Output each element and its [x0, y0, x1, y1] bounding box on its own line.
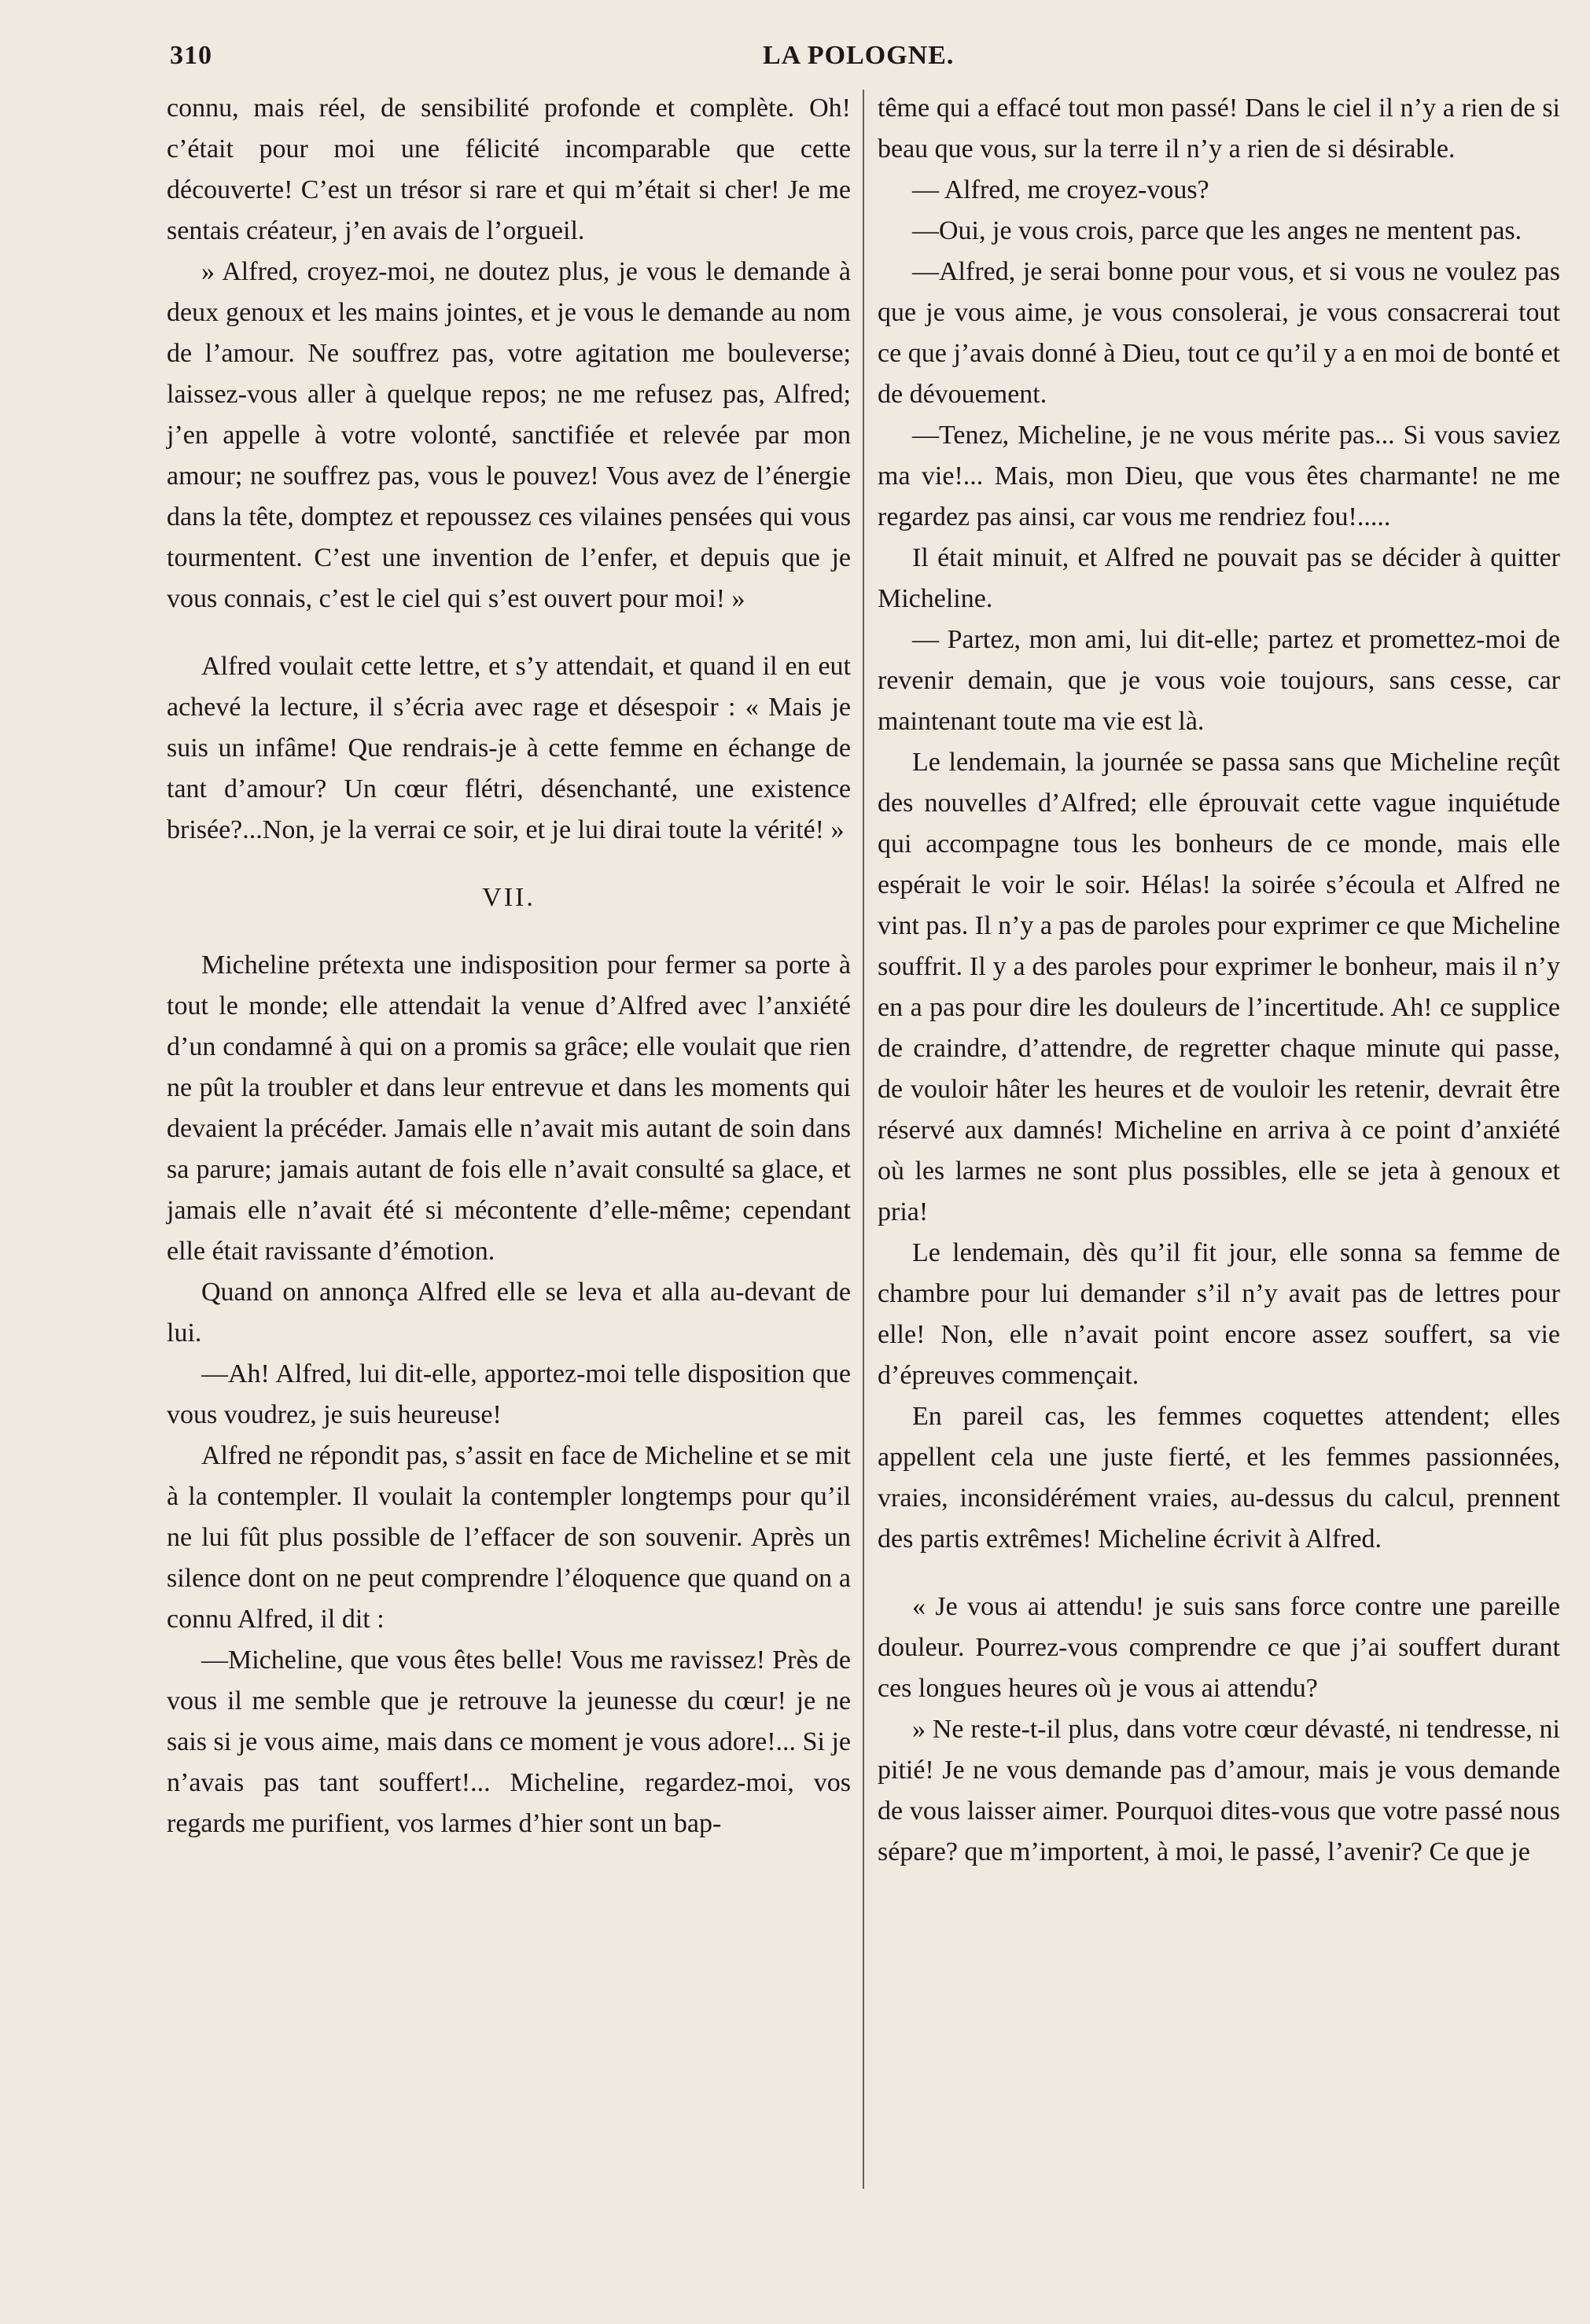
paragraph: » Ne reste-t-il plus, dans votre cœur dévasté, ni tendresse, ni pitié! Je ne vous demande pas d’amour, mais je vous demande de vous laisser aimer. Pourquoi dites-vous que votre passé nous sépare? que m’importent, à moi, le passé, l’avenir? Ce que je	[878, 1715, 1560, 1866]
paragraph: « Je vous ai attendu! je suis sans force contre une pareille douleur. Pourrez-vous comprendre ce que j’ai souffert durant ces longues heures où je vous ai attendu?	[878, 1592, 1560, 1703]
paragraph: —Micheline, que vous êtes belle! Vous me ravissez! Près de vous il me semble que je retrouve la jeunesse du cœur! je ne sais si je vous aime, mais dans ce moment je vous adore!... Si je n’avais pas tant souffert!... Micheline, regardez-moi, vos regards me purifient, vos larmes d’hier sont un bap-	[167, 1646, 851, 1838]
paragraph: — Partez, mon ami, lui dit-elle; partez et promettez-moi de revenir demain, que je vous voie toujours, sans cesse, car maintenant toute ma vie est là.	[878, 625, 1560, 736]
page-number: 310	[170, 41, 212, 70]
paragraph: Alfred voulait cette lettre, et s’y attendait, et quand il en eut achevé la lecture, il s’écria avec rage et désespoir : « Mais je suis un infâme! Que rendrais-je à cette femme en échange de tant d’amour? Un cœur flétri, désenchanté, une existence brisée?...Non, je la verrai ce soir, et je lui dirai toute la vérité! »	[167, 652, 851, 844]
paragraph: —Tenez, Micheline, je ne vous mérite pas... Si vous saviez ma vie!... Mais, mon Dieu, que vous êtes charmante! ne me regardez pas ainsi, car vous me rendriez fou!.....	[878, 421, 1560, 531]
paragraph: —Alfred, je serai bonne pour vous, et si vous ne voulez pas que je vous aime, je vous consolerai, je vous consacrerai tout ce que j’avais donné à Dieu, tout ce qu’il y a en moi de bonté et de dévouement.	[878, 257, 1560, 409]
paragraph: Micheline prétexta une indisposition pour fermer sa porte à tout le monde; elle attendait la venue d’Alfred avec l’anxiété d’un condamné à qui on a promis sa grâce; elle voulait que rien ne pût la troubler et dans leur entrevue et dans les moments qui devaient la précéder. Jamais elle n’avait mis autant de soin dans sa parure; jamais autant de fois elle n’avait consulté sa glace, et jamais elle n’avait été si mécontente d’elle-même; cependant elle était ravissante d’émotion.	[167, 951, 851, 1266]
running-title: LA POLOGNE.	[763, 41, 955, 70]
paragraph: connu, mais réel, de sensibilité profonde et complète. Oh! c’était pour moi une félicité incomparable que cette découverte! C’est un trésor si rare et qui m’était si cher! Je me sentais créateur, j’en avais de l’orgueil.	[167, 94, 851, 245]
paragraph: —Ah! Alfred, lui dit-elle, apportez-moi telle disposition que vous voudrez, je suis heureuse!	[167, 1359, 851, 1429]
paragraph: Le lendemain, la journée se passa sans que Micheline reçût des nouvelles d’Alfred; elle éprouvait cette vague inquiétude qui accompagne tous les bonheurs de ce monde, mais elle espérait le voir le soir. Hélas! la soirée s’écoula et Alfred ne vint pas. Il n’y a pas de paroles pour exprimer ce que Micheline souffrit. Il y a des paroles pour exprimer le bonheur, mais il n’y en a pas pour dire les douleurs de l’incertitude. Ah! ce supplice de craindre, d’attendre, de regretter chaque minute qui passe, de vouloir hâter les heures et de vouloir les retenir, devrait être réservé aux damnés! Micheline en arriva à ce point d’anxiété où les larmes ne sont plus possibles, elle se jeta à genoux et pria!	[878, 748, 1560, 1226]
column-divider	[863, 90, 864, 2189]
paragraph: Il était minuit, et Alfred ne pouvait pas se décider à quitter Micheline.	[878, 543, 1560, 613]
paragraph: — Alfred, me croyez-vous?	[912, 175, 1209, 204]
section-heading: VII.	[482, 883, 536, 912]
paragraph: tême qui a effacé tout mon passé! Dans le ciel il n’y a rien de si beau que vous, sur la terre il n’y a rien de si désirable.	[878, 94, 1560, 164]
paragraph: Quand on annonça Alfred elle se leva et alla au-devant de lui.	[167, 1278, 851, 1348]
paragraph: Alfred ne répondit pas, s’assit en face de Micheline et se mit à la contempler. Il voulait la contempler longtemps pour qu’il ne lui fût plus possible de l’effacer de son souvenir. Après un silence dont on ne peut comprendre l’éloquence que quand on a connu Alfred, il dit :	[167, 1441, 851, 1634]
right-column	[878, 88, 1560, 1873]
paragraph: En pareil cas, les femmes coquettes attendent; elles appellent cela une juste fierté, et les femmes passionnées, vraies, inconsidérément vraies, au-dessus du calcul, prennent des partis extrêmes! Micheline écrivit à Alfred.	[878, 1402, 1560, 1554]
left-column	[167, 88, 851, 1844]
paragraph: » Alfred, croyez-moi, ne doutez plus, je vous le demande à deux genoux et les mains jointes, et je vous le demande au nom de l’amour. Ne souffrez pas, votre agitation me bouleverse; laissez-vous aller à quelque repos; ne me refusez pas, Alfred; j’en appelle à votre volonté, sanctifiée et relevée par mon amour; ne souffrez pas, vous le pouvez! Vous avez de l’énergie dans la tête, domptez et repoussez ces vilaines pensées qui vous tourmentent. C’est une invention de l’enfer, et depuis que je vous connais, c’est le ciel qui s’est ouvert pour moi! »	[167, 257, 851, 613]
paragraph: —Oui, je vous crois, parce que les anges ne mentent pas.	[912, 216, 1522, 245]
paragraph: Le lendemain, dès qu’il fit jour, elle sonna sa femme de chambre pour lui demander s’il n’y avait pas de lettres pour elle! Non, elle n’avait point encore assez souffert, sa vie d’épreuves commençait.	[878, 1238, 1560, 1390]
